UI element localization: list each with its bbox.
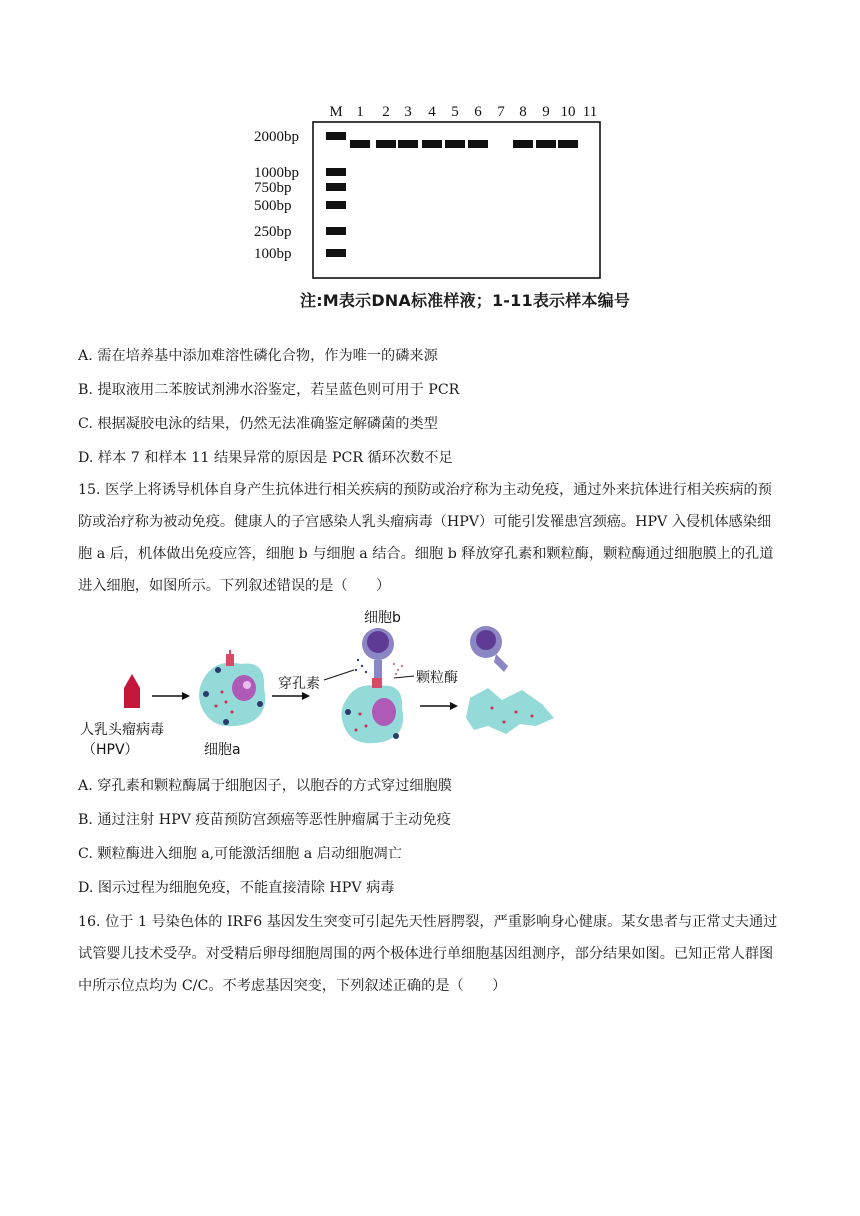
lane-label: 4 xyxy=(428,104,436,120)
lane-labels xyxy=(329,104,597,120)
q14-option-d: D. 样本 7 和样本 11 结果异常的原因是 PCR 循环次数不足 xyxy=(78,450,453,466)
q16-stem: 16. 位于 1 号染色体的 IRF6 基因发生突变可引起先天性唇腭裂，严重影响身心健康。某女患者与正常丈夫通过试管婴儿技术受孕。对受精后卵母细胞周围的两个极体进行单细胞基因组测序，部分结果如图。已知正常人群图中所示位点均为 C/C。不考虑基因突变，下列叙述正确的是（ ） xyxy=(78,914,778,994)
lysed-cell-icon xyxy=(466,626,554,734)
gel-electrophoresis-figure xyxy=(248,98,618,318)
lane-label: 3 xyxy=(404,104,412,120)
arrow-icon xyxy=(152,692,190,700)
lane-label: 9 xyxy=(542,104,550,120)
marker-label: 250bp xyxy=(254,224,292,240)
sample-band xyxy=(445,140,465,148)
sample-band xyxy=(350,140,370,148)
q15-option-c: C. 颗粒酶进入细胞 a,可能激活细胞 a 启动细胞凋亡 xyxy=(78,846,402,862)
arrow-icon xyxy=(420,702,458,710)
target-cell-icon xyxy=(341,678,403,743)
perforin-label: 穿孔素 xyxy=(278,676,320,692)
q15-option-b: B. 通过注射 HPV 疫苗预防宫颈癌等恶性肿瘤属于主动免疫 xyxy=(78,812,451,828)
lane-label: 10 xyxy=(560,104,576,120)
virus-label-line1: 人乳头瘤病毒 xyxy=(80,722,164,738)
marker-label: 2000bp xyxy=(254,129,299,145)
sample-band xyxy=(376,140,396,148)
q14-option-c: C. 根据凝胶电泳的结果，仍然无法准确鉴定解磷菌的类型 xyxy=(78,416,438,432)
cell-a-label: 细胞a xyxy=(204,742,241,758)
lane-label: 6 xyxy=(474,104,482,120)
sample-band xyxy=(558,140,578,148)
hpv-virus-icon xyxy=(124,674,140,708)
lane-label: 7 xyxy=(497,104,505,120)
perforin-pointer xyxy=(324,670,354,680)
sample-band xyxy=(468,140,488,148)
marker-band xyxy=(326,227,346,235)
q15-option-d: D. 图示过程为细胞免疫，不能直接清除 HPV 病毒 xyxy=(78,880,395,896)
granzyme-label: 颗粒酶 xyxy=(416,670,458,686)
lane-label: M xyxy=(329,104,343,120)
marker-band xyxy=(326,168,346,176)
marker-labels xyxy=(254,129,299,262)
marker-label: 750bp xyxy=(254,180,292,196)
lane-label: 2 xyxy=(382,104,390,120)
cell-b-label: 细胞b xyxy=(364,610,401,626)
q14-option-a: A. 需在培养基中添加难溶性磷化合物，作为唯一的磷来源 xyxy=(78,348,438,364)
virus-label-line2: （HPV） xyxy=(82,742,139,758)
immune-cell-figure xyxy=(76,608,576,768)
q15-option-a: A. 穿孔素和颗粒酶属于细胞因子，以胞吞的方式穿过细胞膜 xyxy=(78,778,452,794)
granzyme-pointer xyxy=(394,676,414,678)
lane-label: 1 xyxy=(356,104,364,120)
sample-band xyxy=(536,140,556,148)
marker-band xyxy=(326,201,346,209)
q14-option-b: B. 提取液用二苯胺试剂沸水浴鉴定，若呈蓝色则可用于 PCR xyxy=(78,382,460,398)
sample-bands xyxy=(350,140,578,148)
marker-label: 500bp xyxy=(254,198,292,214)
marker-band xyxy=(326,249,346,257)
marker-label: 1000bp xyxy=(254,165,299,181)
lane-label: 8 xyxy=(519,104,527,120)
marker-band xyxy=(326,183,346,191)
lane-label: 11 xyxy=(582,104,598,120)
cell-a-icon xyxy=(199,650,265,726)
arrow-icon xyxy=(272,692,310,700)
marker-label: 100bp xyxy=(254,246,292,262)
q15-stem: 15. 医学上将诱导机体自身产生抗体进行相关疾病的预防或治疗称为主动免疫，通过外来抗体进行相关疾病的预防或治疗称为被动免疫。健康人的子宫感染人乳头瘤病毒（HPV）可能引发罹患宫颈癌。HPV 入侵机体感染细胞 a 后，机体做出免疫应答，细胞 b 与细胞 a 结合。细胞 b 释放穿孔素和颗粒酶，颗粒酶通过细胞膜上的孔道进入细胞，如图所示。下列叙述错误的是（ ） xyxy=(78,482,774,594)
marker-band xyxy=(326,132,346,140)
sample-band xyxy=(513,140,533,148)
sample-band xyxy=(422,140,442,148)
cell-b-icon xyxy=(355,628,403,678)
gel-note: 注:M表示DNA标准样液；1-11表示样本编号 xyxy=(300,291,631,310)
lane-label: 5 xyxy=(451,104,459,120)
sample-band xyxy=(398,140,418,148)
